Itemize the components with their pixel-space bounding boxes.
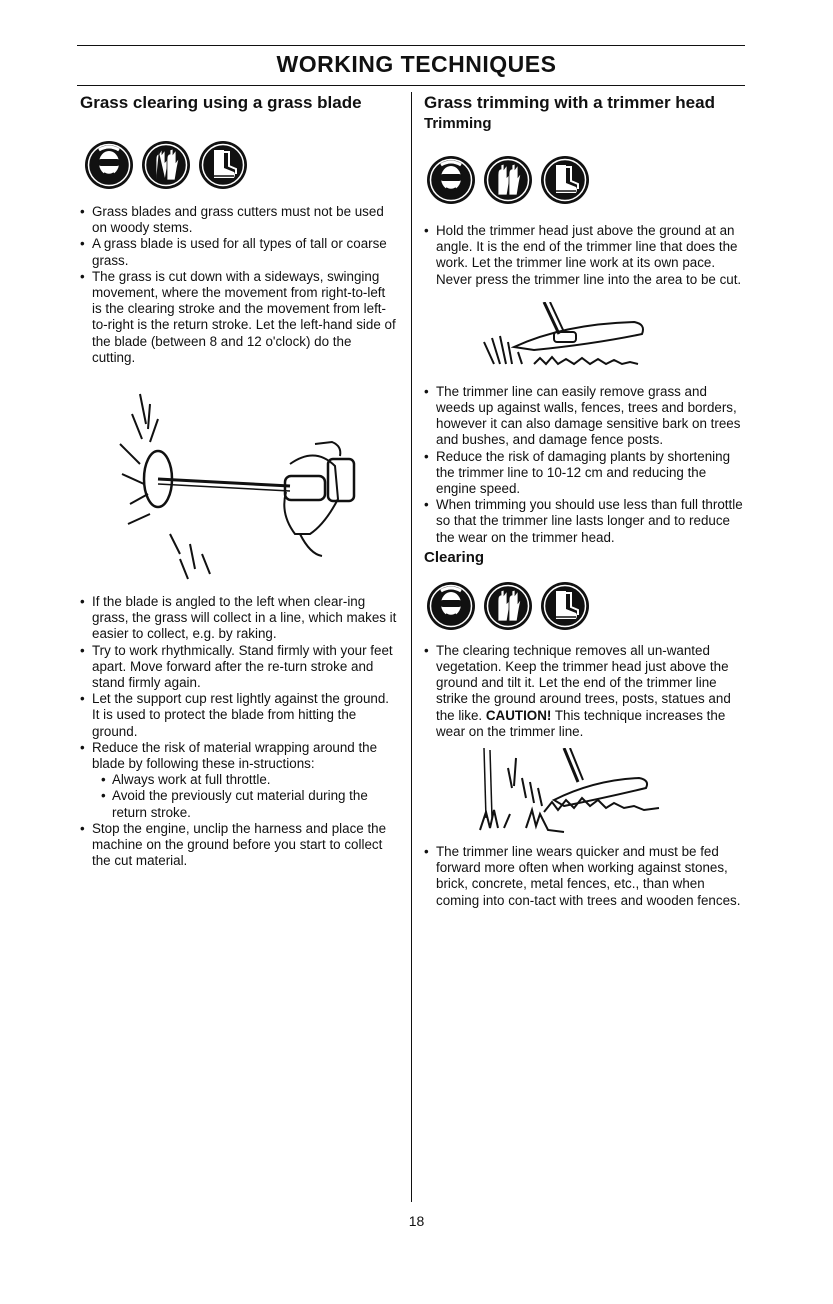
list-item: • Hold the trimmer head just above the ground at an angle. It is the end of the trimmer line that does the work. Let the trimmer line work at its own pace. Never press the trimmer line into the area to be cut. bbox=[424, 223, 744, 288]
gloves-icon bbox=[483, 155, 533, 205]
list-item: • Stop the engine, unclip the harness and place the machine on the ground before you start to collect the cut material. bbox=[80, 821, 398, 870]
ppe-icons bbox=[426, 581, 744, 631]
list-item: • Reduce the risk of damaging plants by shortening the trimmer line to 10-12 cm and reducing the engine speed. bbox=[424, 449, 744, 498]
page-title: WORKING TECHNIQUES bbox=[276, 51, 557, 77]
section-heading-grass-blade: Grass clearing using a grass blade bbox=[80, 93, 362, 112]
bullet-list-clearing-more bbox=[424, 844, 744, 909]
list-item: • A grass blade is used for all types of tall or coarse grass. bbox=[80, 236, 398, 268]
list-item: • If the blade is angled to the left when clear-ing grass, the grass will collect in a line, which makes it easier to collect, e.g. by raking. bbox=[80, 594, 398, 643]
right-column bbox=[424, 92, 744, 909]
boots-icon bbox=[540, 581, 590, 631]
ppe-icons bbox=[84, 140, 398, 190]
boots-icon bbox=[540, 155, 590, 205]
gloves-icon bbox=[483, 581, 533, 631]
page-number: 18 bbox=[408, 1213, 425, 1229]
list-item-text: Reduce the risk of material wrapping around the blade by following these in-structions: bbox=[92, 739, 378, 772]
subheading-trimming: Trimming bbox=[424, 115, 492, 132]
bullet-list-bottom bbox=[80, 594, 398, 869]
clearing-illustration bbox=[464, 748, 684, 838]
column-divider bbox=[411, 92, 412, 1202]
subheading-clearing: Clearing bbox=[424, 548, 485, 566]
title-rule bbox=[77, 85, 745, 86]
bullet-list-trimming-more bbox=[424, 384, 744, 546]
face-shield-icon bbox=[84, 140, 134, 190]
sub-bullet-list bbox=[92, 772, 398, 821]
ppe-icons bbox=[426, 155, 744, 205]
bullet-list-trimming bbox=[424, 223, 744, 288]
list-item: • Let the support cup rest lightly against the ground. It is used to protect the blade from hitting the ground. bbox=[80, 691, 398, 740]
gloves-icon bbox=[141, 140, 191, 190]
top-rule bbox=[77, 45, 745, 46]
list-item: • Try to work rhythmically. Stand firmly with your feet apart. Move forward after the re-turn stroke and stand firmly again. bbox=[80, 643, 398, 692]
boots-icon bbox=[198, 140, 248, 190]
left-column bbox=[80, 92, 398, 869]
bullet-list-top bbox=[80, 204, 398, 366]
face-shield-icon bbox=[426, 155, 476, 205]
grass-blade-illustration bbox=[110, 384, 370, 584]
list-item: • The grass is cut down with a sideways, swinging movement, where the movement from right-to-left is the clearing stroke and the movement from left-to-right is the return stroke. Let the left-hand side of the blade (between 8 and 12 o'clock) do the cutting. bbox=[80, 269, 398, 366]
caution-label: CAUTION! bbox=[485, 707, 552, 723]
list-item-text: This technique increases the wear on the trimmer line. bbox=[436, 707, 726, 739]
list-item bbox=[424, 643, 744, 740]
face-shield-icon bbox=[426, 581, 476, 631]
list-item: • The trimmer line wears quicker and must be fed forward more often when working against stones, brick, concrete, metal fences, etc., than when coming into con-tact with trees and wooden fences. bbox=[424, 844, 744, 909]
bullet-list-clearing bbox=[424, 643, 744, 740]
sub-list-item: • Avoid the previously cut material during the return stroke. bbox=[92, 788, 398, 820]
list-item bbox=[80, 740, 398, 821]
section-heading-trimmer-head: Grass trimming with a trimmer head bbox=[424, 93, 715, 112]
sub-list-item: • Always work at full throttle. bbox=[92, 772, 398, 788]
list-item: • Grass blades and grass cutters must not be used on woody stems. bbox=[80, 204, 398, 236]
trimming-illustration bbox=[474, 302, 674, 372]
list-item-text: The clearing technique removes all un-wanted vegetation. Keep the trimmer head just above the ground and tilt it. Let the end of the trimmer line strike the ground around trees, posts, statues and the like. bbox=[436, 642, 731, 723]
list-item: • The trimmer line can easily remove grass and weeds up against walls, fences, trees and borders, however it can also damage sensitive bark on trees and bushes, and damage fence posts. bbox=[424, 384, 744, 449]
list-item: • When trimming you should use less than full throttle so that the trimmer line lasts longer and to reduce the wear on the trimmer head. bbox=[424, 497, 744, 546]
